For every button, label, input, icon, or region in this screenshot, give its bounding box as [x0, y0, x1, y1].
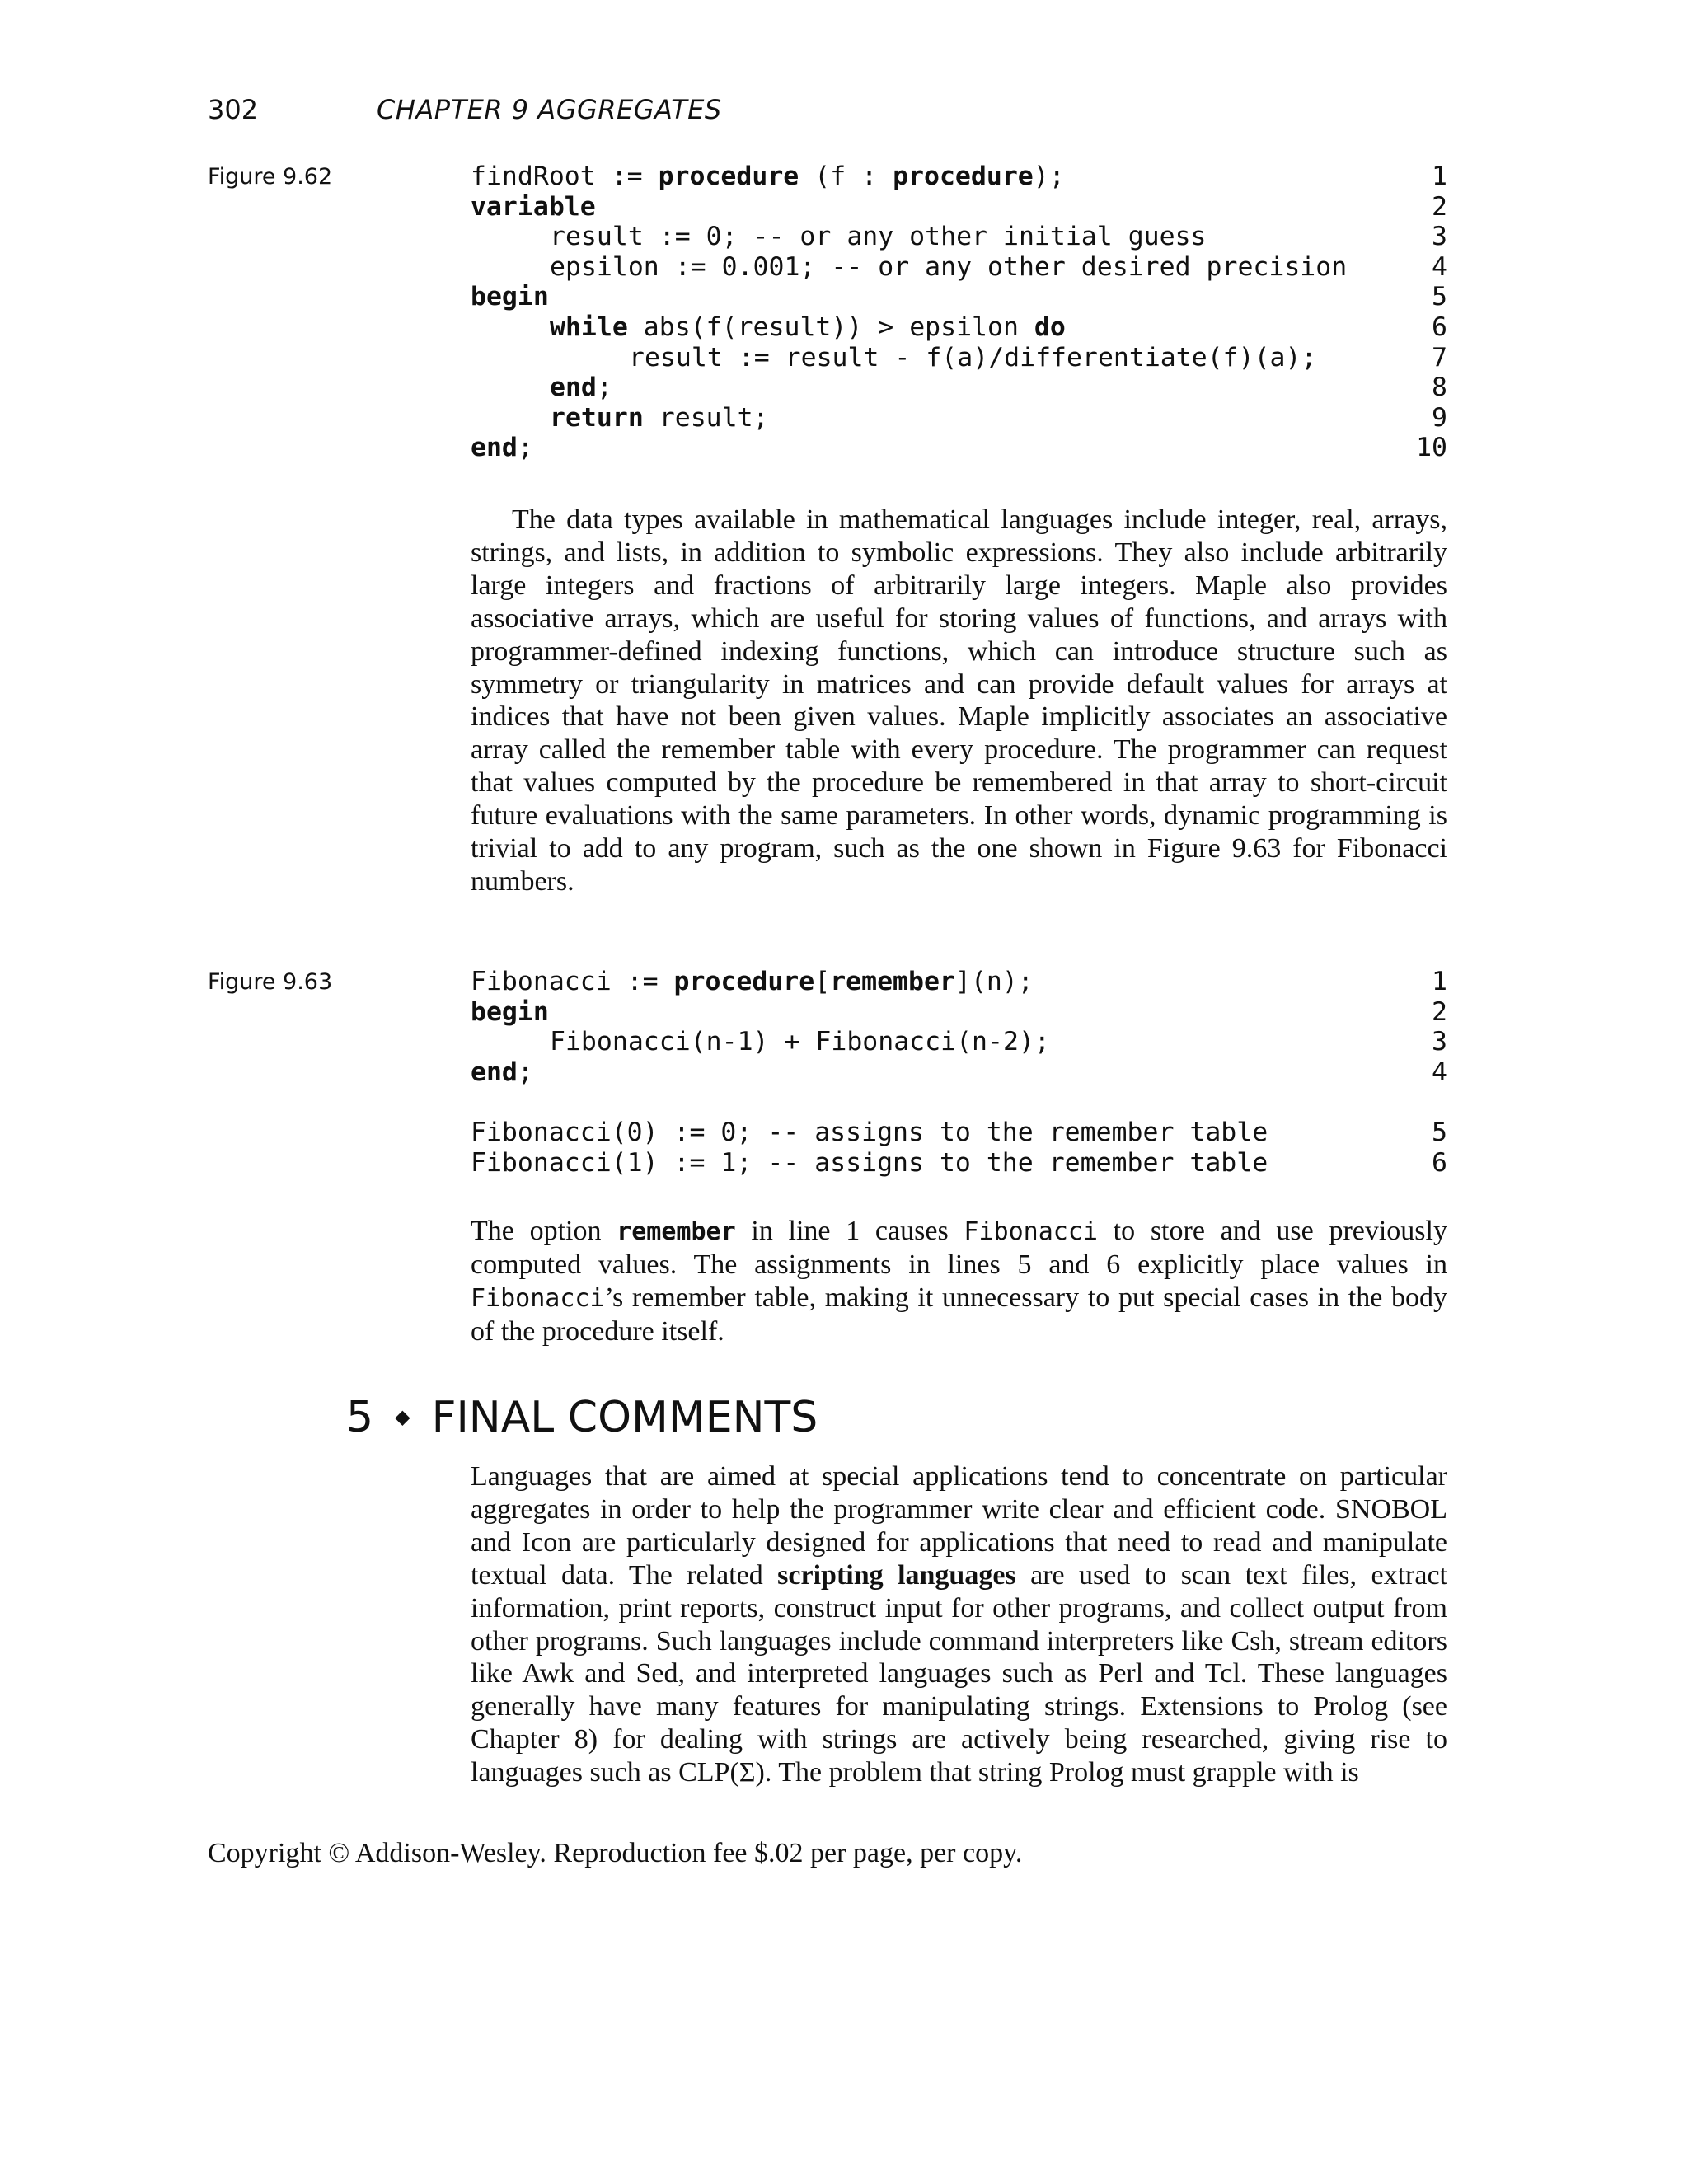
- code-token: Fibonacci(0) := 0; -- assigns to the remember table: [471, 1117, 1268, 1147]
- code-text: [471, 282, 549, 312]
- page-number: 302: [208, 94, 259, 125]
- code-keyword: return: [550, 402, 644, 433]
- code-text: [471, 192, 596, 223]
- code-remember: remember: [617, 1217, 736, 1246]
- code-keyword: end: [471, 1057, 518, 1087]
- code-listing-figure-9-63: [471, 967, 1447, 1178]
- line-number: 3: [1432, 222, 1447, 252]
- code-token: Fibonacci(1) := 1; -- assigns to the remember table: [471, 1147, 1268, 1178]
- line-number: 2: [1432, 191, 1447, 222]
- code-keyword: procedure: [658, 162, 799, 191]
- code-line: [471, 252, 1447, 283]
- code-keyword: do: [1034, 312, 1066, 342]
- line-number: 1: [1432, 967, 1447, 996]
- code-text: [471, 162, 1065, 192]
- code-line: [471, 1027, 1447, 1057]
- code-token: ;: [596, 373, 612, 403]
- section-title: FINAL COMMENTS: [431, 1393, 818, 1442]
- code-token: Fibonacci(n-1) + Fibonacci(n-2);: [550, 1027, 1050, 1057]
- code-text: [471, 343, 1316, 373]
- code-text: [471, 1118, 1268, 1148]
- figure-label-9-62: Figure 9.62: [208, 164, 333, 190]
- code-line: [471, 1118, 1447, 1148]
- code-text: [471, 252, 1347, 283]
- code-text: [471, 967, 1034, 997]
- code-token: result := result - f(a)/differentiate(f)(a);: [629, 342, 1317, 373]
- code-token: epsilon := 0.001; -- or any other desired precision: [550, 251, 1348, 282]
- paragraph-text: Languages that are aimed at special applications tend to concentrate on particular aggregates in order to help the programmer write clear and efficient code. SNOBOL and Icon are particularly designed for applications that need to read and manipulate textual data. The related scripting languages are used to scan text files, extract information, print reports, construct input for other programs, and collect output from other programs. Such languages include command interpreters like Csh, stream editors like Awk and Sed, and interpreted languages such as Perl and Tcl. These languages generally have many features for manipulating strings. Extensions to Prolog (see Chapter 8) for dealing with strings are actively being researched, giving rise to languages such as CLP(Σ). The problem that string Prolog must grapple with is: [471, 1461, 1447, 1788]
- code-line: [471, 312, 1447, 343]
- code-text: [471, 433, 533, 463]
- code-token: (f :: [799, 162, 893, 191]
- code-line: [471, 997, 1447, 1028]
- line-number: 6: [1432, 312, 1447, 342]
- code-text: [471, 1148, 1268, 1179]
- paragraph-text: The data types available in mathematical languages include integer, real, arrays, strings, and lists, in addition to symbolic expressions. They also include arbitrarily large integers and fractions of arbitrarily large integers. Maple also provides associative arrays, which are useful for storing values of functions, and arrays with programmer-defined indexing functions, which can introduce structure such as symmetry or triangularity in matrices and can provide default values for arrays at indices that have not been given values. Maple implicitly associates an associative array called the remember table with every procedure. The programmer can request that values computed by the procedure be remembered in that array to short-circuit future evaluations with the same parameters. In other words, dynamic programming is trivial to add to any program, such as the one shown in Figure 9.63 for Fibonacci numbers.: [471, 504, 1447, 897]
- code-token: ](n);: [954, 967, 1034, 996]
- code-line: [471, 162, 1447, 192]
- code-token: ;: [517, 1057, 533, 1087]
- line-number: 10: [1416, 433, 1447, 463]
- line-number: 8: [1432, 373, 1447, 403]
- code-token: result;: [643, 402, 769, 433]
- line-number: 4: [1432, 1057, 1447, 1087]
- code-line: [471, 373, 1447, 403]
- code-blank-line: [471, 1087, 1447, 1118]
- running-head: CHAPTER 9 AGGREGATES: [377, 94, 722, 125]
- code-listing-figure-9-62: [471, 162, 1447, 463]
- code-token: );: [1033, 162, 1065, 191]
- diamond-icon: ◆: [395, 1405, 410, 1428]
- code-keyword: begin: [471, 996, 549, 1027]
- code-line: [471, 403, 1447, 434]
- code-text: [471, 222, 1207, 252]
- code-token: Fibonacci :=: [471, 967, 674, 996]
- code-text: [471, 997, 549, 1028]
- line-number: 5: [1432, 1117, 1447, 1147]
- code-token: ;: [517, 433, 533, 463]
- line-number: 2: [1432, 996, 1447, 1027]
- code-keyword: begin: [471, 282, 549, 312]
- code-keyword: procedure: [893, 162, 1034, 191]
- code-keyword: while: [550, 312, 628, 342]
- line-number: 6: [1432, 1147, 1447, 1178]
- section-number: 5: [346, 1393, 374, 1442]
- code-token: [: [814, 967, 831, 996]
- section-heading: [346, 1393, 818, 1442]
- code-fibonacci: Fibonacci: [964, 1217, 1098, 1246]
- code-text: [471, 1057, 533, 1088]
- code-keyword: remember: [830, 967, 955, 996]
- line-number: 9: [1432, 402, 1447, 433]
- code-token: abs(f(result)) > epsilon: [627, 312, 1034, 342]
- code-line: [471, 192, 1447, 223]
- line-number: 5: [1432, 282, 1447, 312]
- code-keyword: variable: [471, 191, 596, 222]
- code-keyword: end: [471, 433, 518, 463]
- figure-label-9-63: Figure 9.63: [208, 969, 333, 995]
- code-keyword: end: [550, 373, 597, 403]
- code-fibonacci: Fibonacci: [471, 1283, 605, 1313]
- code-line: [471, 433, 1447, 463]
- code-text: [471, 373, 612, 403]
- line-number: 7: [1432, 342, 1447, 373]
- code-token: findRoot :=: [471, 162, 659, 191]
- code-line: [471, 1148, 1447, 1179]
- copyright-footer: Copyright © Addison-Wesley. Reproduction fee $.02 per page, per copy.: [208, 1838, 1023, 1868]
- code-text: [471, 312, 1066, 343]
- code-token: result := 0; -- or any other initial guess: [550, 222, 1207, 252]
- line-number: 1: [1432, 162, 1447, 191]
- term-scripting-languages: scripting languages: [777, 1559, 1016, 1591]
- paragraph-final-comments: [471, 1460, 1447, 1789]
- line-number: 3: [1432, 1027, 1447, 1057]
- paragraph-remember-option: [471, 1215, 1447, 1348]
- paragraph-data-types: [471, 504, 1447, 898]
- code-line: [471, 282, 1447, 312]
- code-line: [471, 1057, 1447, 1088]
- paragraph-text: The option remember in line 1 causes Fibonacci to store and use previously computed values. The assignments in lines 5 and 6 explicitly place values in Fibonacci’s remember table, making it unnecessary to put special cases in the body of the procedure itself.: [471, 1216, 1447, 1347]
- code-line: [471, 967, 1447, 997]
- code-line: [471, 343, 1447, 373]
- code-keyword: procedure: [673, 967, 815, 996]
- code-line: [471, 222, 1447, 252]
- line-number: 4: [1432, 251, 1447, 282]
- code-text: [471, 1027, 1050, 1057]
- code-text: [471, 403, 769, 434]
